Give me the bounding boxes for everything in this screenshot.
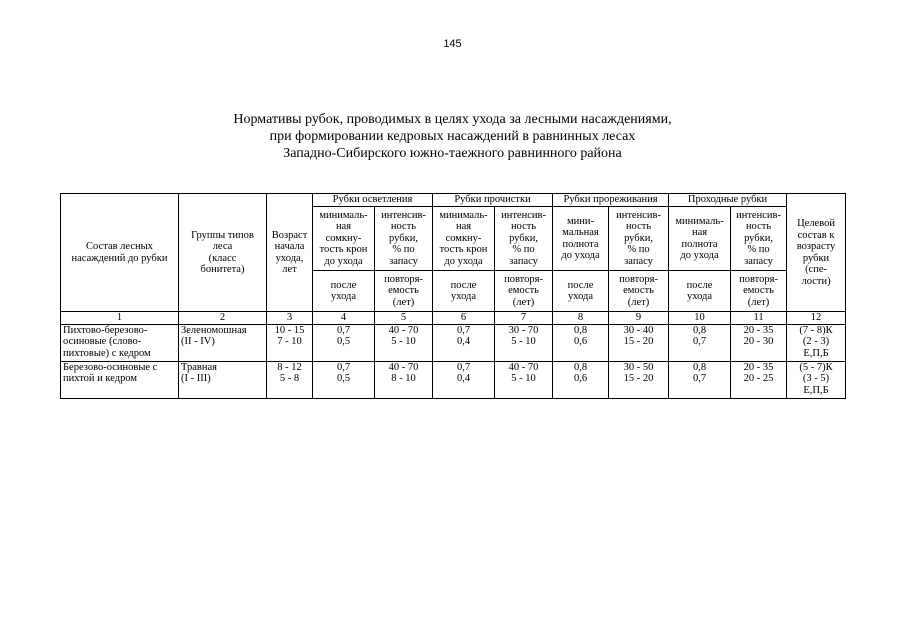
cell-line: 0,7 — [456, 361, 471, 373]
cell-line: Березово-осиновые с — [63, 361, 158, 373]
title-line-1: Нормативы рубок, проводимых в целях ухода за лесными насаждениями, — [233, 112, 672, 127]
cell-line: интенсив- — [616, 209, 661, 221]
cell-line: 0,5 — [336, 336, 351, 347]
group-header-clearing: Рубки осветления — [313, 194, 433, 207]
cell-line: 0,7 — [692, 373, 707, 384]
cell-line: 20 - 25 — [743, 373, 774, 384]
cell-line: 20 - 35 — [743, 361, 774, 373]
cell-line: ная — [335, 221, 352, 233]
cell-line: Пихтово-березово- — [63, 324, 148, 336]
subheader-g2-density — [433, 207, 495, 271]
cell-line: (I - III) — [181, 373, 211, 384]
cell-line: после — [450, 279, 477, 291]
cell-line: (лет) — [392, 296, 415, 308]
cell-line: запасу — [389, 255, 418, 267]
cell-line: ность — [510, 221, 537, 233]
cell-line: минималь- — [319, 209, 368, 221]
cell-line: Возраст — [271, 229, 308, 241]
cell-line: начала — [274, 241, 305, 252]
cell-line: 7 - 10 — [277, 336, 302, 347]
cell-c4 — [313, 361, 375, 398]
column-index: 11 — [731, 312, 787, 325]
cell-line: повторя- — [739, 273, 778, 285]
cell-line: пихтовые) с кедром — [63, 347, 151, 359]
cell-line: (2 - 3) — [802, 336, 830, 347]
cell-line: интенсив- — [501, 209, 546, 221]
cell-line: ухода, — [275, 252, 304, 264]
cell-line: 40 - 70 — [388, 324, 419, 336]
cell-line: 40 - 70 — [508, 361, 539, 373]
cell-target — [787, 324, 846, 361]
cell-line: возрасту — [796, 241, 836, 252]
cell-line: повторя- — [504, 273, 543, 285]
cell-line: 15 - 20 — [623, 373, 654, 384]
header-forest-type — [179, 194, 267, 312]
cell-line: тость крон — [439, 244, 488, 256]
cell-line: насаждений до рубки — [71, 252, 168, 264]
cell-line: Е,П,Б — [803, 347, 829, 359]
cell-composition — [61, 324, 179, 361]
cell-line: 20 - 35 — [743, 324, 774, 336]
cell-c8 — [553, 324, 609, 361]
title-line-2: при формировании кедровых насаждений в равнинных лесах — [269, 129, 636, 144]
subheader-g1-intensity — [375, 207, 433, 271]
cell-line: до ухода — [561, 250, 600, 261]
subheader-g3-repeat — [609, 271, 669, 312]
cell-line: 0,7 — [456, 324, 471, 336]
cell-line: рубки, — [389, 232, 418, 244]
cell-line: рубки, — [744, 232, 773, 244]
cell-line: ная — [455, 221, 472, 233]
cell-line: лет — [282, 264, 297, 275]
cell-line: 40 - 70 — [388, 361, 419, 373]
cell-line: до ухода — [324, 255, 363, 267]
cell-c10 — [669, 324, 731, 361]
subheader-g1-repeat — [375, 271, 433, 312]
cell-c7 — [495, 361, 553, 398]
cell-line: рубки, — [509, 232, 538, 244]
cell-line: Состав лесных — [86, 241, 153, 252]
header-age — [267, 194, 313, 312]
cell-line: 20 - 30 — [743, 336, 774, 347]
subheader-g3-density — [553, 207, 609, 271]
cell-line: 30 - 70 — [508, 324, 539, 336]
cell-forest-type — [179, 324, 267, 361]
page-number: 145 — [443, 38, 462, 50]
cell-line: Группы типов — [191, 229, 254, 241]
cell-line: повторя- — [384, 273, 423, 285]
cell-line: (II - IV) — [181, 336, 215, 347]
column-index: 1 — [61, 312, 179, 325]
cell-line: полнота — [562, 238, 599, 250]
header-target — [787, 194, 846, 312]
subheader-g4-intensity — [731, 207, 787, 271]
cell-line: мини- — [567, 215, 595, 227]
header-composition — [61, 194, 179, 312]
subheader-g2-intensity — [495, 207, 553, 271]
subheader-g1-after — [313, 271, 375, 312]
cell-line: леса — [212, 241, 233, 252]
cell-line: 0,8 — [573, 324, 588, 336]
cell-line: тость крон — [319, 244, 368, 256]
cell-line: % по — [627, 244, 650, 256]
cell-line: 5 - 10 — [511, 336, 536, 347]
cell-line: емость — [743, 285, 774, 297]
cell-line: 0,6 — [573, 336, 588, 347]
cell-c7 — [495, 324, 553, 361]
cell-c9 — [609, 324, 669, 361]
cell-line: (спе- — [805, 264, 827, 275]
cell-line: полнота — [681, 238, 718, 250]
cell-line: 30 - 40 — [623, 324, 654, 336]
cell-line: интенсив- — [736, 209, 781, 221]
cell-line: минималь- — [675, 215, 724, 227]
subheader-g2-repeat — [495, 271, 553, 312]
cell-line: (5 - 7)К — [799, 361, 833, 373]
cell-line: запасу — [509, 255, 538, 267]
cell-line: 8 - 12 — [277, 361, 302, 373]
subheader-g3-intensity — [609, 207, 669, 271]
cell-line: (лет) — [512, 296, 535, 308]
cell-c5 — [375, 361, 433, 398]
subheader-g4-repeat — [731, 271, 787, 312]
cell-line: % по — [392, 244, 415, 256]
cell-line: 0,7 — [336, 324, 351, 336]
cell-line: 0,8 — [692, 324, 707, 336]
cell-c5 — [375, 324, 433, 361]
group-header-thinning: Рубки прореживания — [553, 194, 669, 207]
column-index-row — [61, 312, 846, 325]
column-index: 3 — [267, 312, 313, 325]
column-index: 9 — [609, 312, 669, 325]
cell-line: Зеленомошная — [181, 324, 247, 336]
title-line-3: Западно-Сибирского южно-таежного равнинного района — [283, 146, 622, 161]
cell-line: (лет) — [747, 296, 770, 308]
cell-line: ухода — [687, 291, 713, 302]
cell-line: до ухода — [444, 255, 483, 267]
group-header-cleaning: Рубки прочистки — [433, 194, 553, 207]
cell-line: ухода — [568, 291, 594, 302]
cell-target — [787, 361, 846, 398]
column-index: 6 — [433, 312, 495, 325]
cell-line: 0,8 — [573, 361, 588, 373]
cell-line: 8 - 10 — [391, 373, 416, 384]
cell-c10 — [669, 361, 731, 398]
cell-age — [267, 324, 313, 361]
cell-line: 0,7 — [336, 361, 351, 373]
cell-line: бонитета) — [200, 264, 245, 275]
subheader-g2-after — [433, 271, 495, 312]
subheader-g3-after — [553, 271, 609, 312]
cell-line: ная — [691, 227, 708, 238]
cell-line: рубки, — [624, 232, 653, 244]
subheader-g4-after — [669, 271, 731, 312]
cell-c6 — [433, 361, 495, 398]
cell-line: запасу — [624, 255, 653, 267]
table-row — [61, 361, 846, 398]
cell-line: % по — [512, 244, 535, 256]
cell-line: (класс — [208, 252, 237, 264]
cell-c9 — [609, 361, 669, 398]
table-row — [61, 324, 846, 361]
cell-age — [267, 361, 313, 398]
column-index: 12 — [787, 312, 846, 325]
group-header-passage: Проходные рубки — [669, 194, 787, 207]
cell-line: 30 - 50 — [623, 361, 654, 373]
cell-line: осиновые (слово- — [63, 336, 142, 347]
cell-c6 — [433, 324, 495, 361]
column-index: 5 — [375, 312, 433, 325]
cell-line: (3 - 5) — [802, 373, 830, 384]
cell-line: сомкну- — [325, 232, 362, 244]
cell-line: емость — [508, 285, 539, 297]
cell-line: мальная — [562, 227, 599, 238]
cell-line: 5 - 8 — [279, 373, 300, 384]
cell-line: ухода — [450, 291, 477, 302]
column-index: 7 — [495, 312, 553, 325]
document-title — [0, 111, 905, 162]
cell-line: 15 - 20 — [623, 336, 654, 347]
group-header-row — [61, 194, 846, 207]
cell-line: 5 - 10 — [511, 373, 536, 384]
cell-line: емость — [623, 285, 654, 297]
cell-line: (7 - 8)К — [799, 324, 833, 336]
cell-line: 0,8 — [692, 361, 707, 373]
cell-line: 5 - 10 — [391, 336, 416, 347]
cell-line: после — [567, 279, 594, 291]
column-index: 2 — [179, 312, 267, 325]
cell-line: запасу — [744, 255, 773, 267]
cell-line: интенсив- — [381, 209, 426, 221]
cell-c4 — [313, 324, 375, 361]
cell-line: рубки — [802, 252, 830, 264]
cell-line: после — [686, 279, 713, 291]
cell-line: Е,П,Б — [803, 384, 829, 396]
cell-line: после — [330, 279, 357, 291]
cell-line: минималь- — [439, 209, 488, 221]
cell-line: емость — [388, 285, 419, 297]
cell-line: Целевой — [797, 218, 835, 229]
column-index: 4 — [313, 312, 375, 325]
cell-line: 10 - 15 — [274, 324, 305, 336]
norms-table — [60, 193, 846, 399]
column-index: 8 — [553, 312, 609, 325]
cell-line: повторя- — [619, 273, 658, 285]
cell-line: Травная — [181, 361, 217, 373]
cell-line: 0,5 — [336, 373, 351, 384]
cell-line: 0,4 — [456, 336, 471, 347]
cell-line: % по — [747, 244, 770, 256]
cell-line: ность — [625, 221, 652, 233]
cell-line: ухода — [330, 291, 357, 302]
cell-c8 — [553, 361, 609, 398]
cell-line: состав к — [797, 229, 835, 241]
cell-line: 0,7 — [692, 336, 707, 347]
cell-line: лости) — [801, 275, 831, 287]
cell-forest-type — [179, 361, 267, 398]
column-index: 10 — [669, 312, 731, 325]
cell-line: 0,6 — [573, 373, 588, 384]
cell-line: 0,4 — [456, 373, 471, 384]
cell-line: сомкну- — [445, 232, 482, 244]
subheader-g4-density — [669, 207, 731, 271]
subheader-g1-density — [313, 207, 375, 271]
cell-composition — [61, 361, 179, 398]
cell-line: пихтой и кедром — [63, 373, 138, 384]
cell-line: ность — [390, 221, 417, 233]
cell-line: (лет) — [627, 296, 650, 308]
cell-c11 — [731, 361, 787, 398]
cell-line: ность — [745, 221, 772, 233]
cell-c11 — [731, 324, 787, 361]
cell-line: до ухода — [680, 250, 719, 261]
